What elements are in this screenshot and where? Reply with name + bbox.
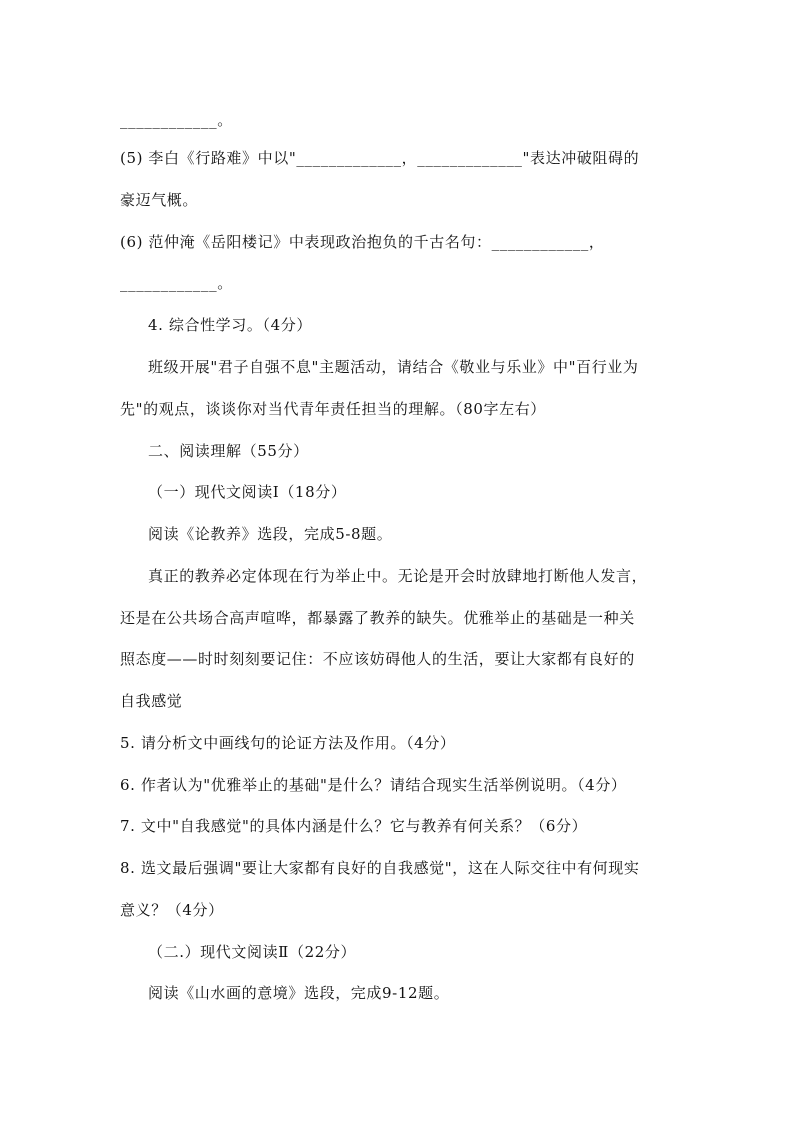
reading-part-2-instruction: 阅读《山水画的意境》选段，完成9-12题。 (148, 984, 450, 1002)
question-7: 7. 文中"自我感觉"的具体内涵是什么？它与教养有何关系？（6分） (120, 817, 588, 835)
question-5: 5. 请分析文中画线句的论证方法及作用。（4分） (120, 734, 456, 752)
question-8-line-2: 意义？（4分） (120, 901, 224, 919)
passage-line-1: 真正的教养必定体现在行为举止中。无论是开会时放肆地打断他人发言， (148, 567, 648, 585)
passage-line-3: 照态度——时时刻刻要记住：不应该妨碍他人的生活，要让大家都有良好的 (120, 650, 635, 668)
section-4-prompt-line-1: 班级开展"君子自强不息"主题活动，请结合《敬业与乐业》中"百行业为 (148, 358, 639, 376)
question-6-line-1: (6) 范仲淹《岳阳楼记》中表现政治抱负的千古名句：____________， (120, 233, 605, 251)
reading-part-1-instruction: 阅读《论教养》选段，完成5-8题。 (148, 525, 393, 543)
question-6: 6. 作者认为"优雅举止的基础"是什么？请结合现实生活举例说明。（4分） (120, 776, 627, 794)
section-4-heading: 4. 综合性学习。（4分） (148, 316, 312, 334)
question-8-line-1: 8. 选文最后强调"要让大家都有良好的自我感觉"，这在人际交往中有何现实 (120, 859, 640, 877)
question-5-line-2: 豪迈气概。 (120, 191, 199, 209)
section-4-prompt-line-2: 先"的观点，谈谈你对当代青年责任担当的理解。（80字左右） (120, 400, 546, 418)
reading-section-heading: 二、阅读理解（55分） (148, 442, 309, 460)
passage-line-4: 自我感觉 (120, 692, 183, 710)
question-6-line-2: ____________。 (120, 274, 233, 292)
passage-line-2: 还是在公共场合高声喧哗，都暴露了教养的缺失。优雅举止的基础是一种关 (120, 609, 635, 627)
question-5-line-1: (5) 李白《行路难》中以"_____________，_____________"表达冲破阻碍的 (120, 149, 640, 167)
reading-part-1-heading: （一）现代文阅读Ⅰ（18分） (148, 483, 347, 501)
reading-part-2-heading: （二.）现代文阅读Ⅱ（22分） (148, 943, 357, 961)
blank-line-answer-4: ____________。 (120, 111, 233, 129)
